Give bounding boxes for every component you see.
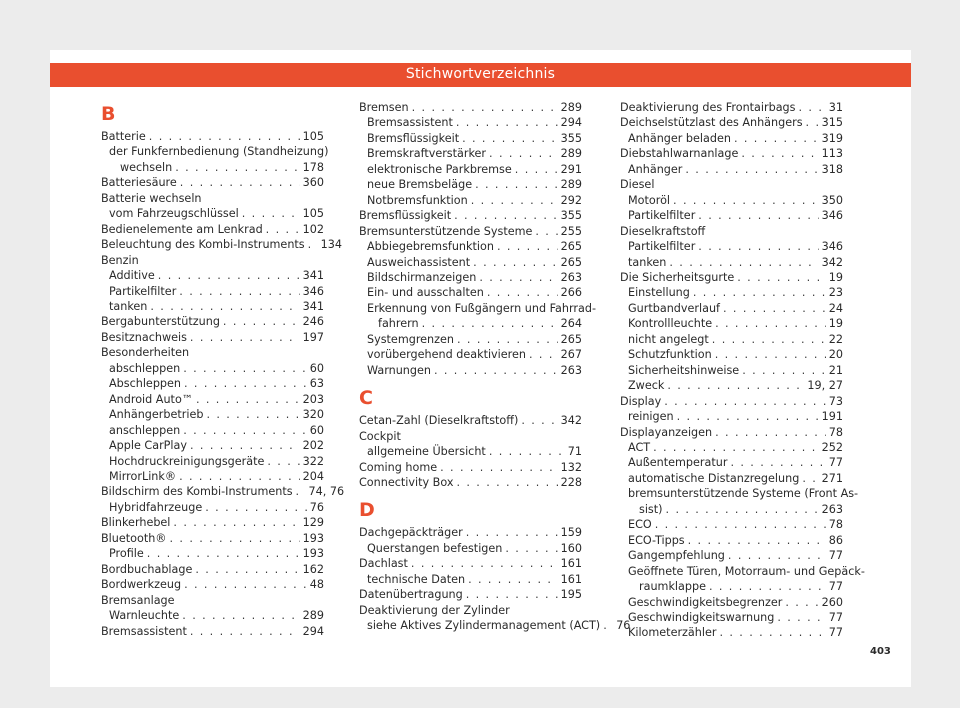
index-entry: Bordbuchablage . . . 162 [101, 562, 324, 577]
index-entry: Batteriesäure . . . 360 [101, 175, 324, 190]
index-entry: Ein- und ausschalten . . . 266 [359, 285, 582, 300]
index-entry: Deaktivierung der Zylinder [359, 603, 510, 617]
index-entry: Motoröl . . . 350 [620, 193, 843, 208]
index-entry: fahrern . . . 264 [359, 316, 582, 331]
index-entry: Anhänger beladen . . . 319 [620, 131, 843, 146]
index-entry: Bildschirmanzeigen . . . 263 [359, 270, 582, 285]
index-entry: reinigen . . . 191 [620, 409, 843, 424]
index-entry: Diebstahlwarnanlage . . . 113 [620, 146, 843, 161]
index-entry: Abschleppen . . . 63 [101, 376, 324, 391]
index-entry: Erkennung von Fußgängern und Fahrrad- [367, 301, 596, 315]
index-entry: ACT . . . 252 [620, 440, 843, 455]
index-entry: Hochdruckreinigungsgeräte . . . 322 [101, 454, 324, 469]
index-entry: abschleppen . . . 60 [101, 361, 324, 376]
index-entry: Geschwindigkeitsbegrenzer . . . 260 [620, 595, 843, 610]
index-entry: Bremsanlage [101, 593, 175, 607]
page-number: 403 [870, 646, 891, 657]
index-entry: technische Daten . . . 161 [359, 572, 582, 587]
index-entry: Geschwindigkeitswarnung . . . 77 [620, 610, 843, 625]
index-entry: Bremsassistent . . . 294 [101, 624, 324, 639]
index-entry: Außentemperatur . . . 77 [620, 455, 843, 470]
index-entry: ECO-Tipps . . . 86 [620, 533, 843, 548]
index-entry: Profile . . . 193 [101, 546, 324, 561]
index-entry: Bremsflüssigkeit . . . 355 [359, 208, 582, 223]
index-entry: Diesel [620, 178, 655, 192]
index-entry: Kilometerzähler . . . 77 [620, 625, 843, 640]
index-entry: Bildschirm des Kombi-Instruments . . . 74, 76 [101, 484, 324, 499]
index-entry: Bremsassistent . . . 294 [359, 115, 582, 130]
index-entry: ECO . . . 78 [620, 517, 843, 532]
index-entry: Gangempfehlung . . . 77 [620, 548, 843, 563]
index-entry: Display . . . 73 [620, 394, 843, 409]
index-entry: Anhänger . . . 318 [620, 162, 843, 177]
index-entry: tanken . . . 341 [101, 299, 324, 314]
index-entry: Warnungen . . . 263 [359, 363, 582, 378]
index-entry: Zweck . . . 19, 27 [620, 378, 843, 393]
index-entry: Bremsflüssigkeit . . . 355 [359, 131, 582, 146]
index-entry: Querstangen befestigen . . . 160 [359, 541, 582, 556]
index-entry: Apple CarPlay . . . 202 [101, 438, 324, 453]
index-entry: Bergabunterstützung . . . 246 [101, 314, 324, 329]
index-entry: der Funkfernbedienung (Standheizung) [109, 145, 329, 159]
index-entry: Einstellung . . . 23 [620, 285, 843, 300]
index-entry: automatische Distanzregelung . . . 271 [620, 471, 843, 486]
index-entry: Partikelfilter . . . 346 [101, 284, 324, 299]
index-entry: vom Fahrzeugschlüssel . . . 105 [101, 206, 324, 221]
index-entry: Connectivity Box . . . 228 [359, 475, 582, 490]
index-entry: Besonderheiten [101, 346, 190, 360]
index-entry: Kontrollleuchte . . . 19 [620, 316, 843, 331]
index-entry: Anhängerbetrieb . . . 320 [101, 407, 324, 422]
index-entry: Displayanzeigen . . . 78 [620, 425, 843, 440]
index-entry: Hybridfahrzeuge . . . 76 [101, 500, 324, 515]
index-entry: Bedienelemente am Lenkrad . . . 102 [101, 222, 324, 237]
index-entry: Abbiegebremsfunktion . . . 265 [359, 239, 582, 254]
index-entry: Batterie wechseln [101, 191, 202, 205]
index-entry: Blinkerhebel . . . 129 [101, 515, 324, 530]
index-entry: Beleuchtung des Kombi-Instruments . . . 134 [101, 237, 324, 252]
index-entry: tanken . . . 342 [620, 255, 843, 270]
index-entry: sist) . . . 263 [620, 502, 843, 517]
index-entry: elektronische Parkbremse . . . 291 [359, 162, 582, 177]
index-entry: Deichselstützlast des Anhängers . . . 315 [620, 115, 843, 130]
page-title: Stichwortverzeichnis [405, 66, 556, 82]
index-entry: Gurtbandverlauf . . . 24 [620, 301, 843, 316]
section-letter-c: C [359, 387, 373, 410]
index-entry: anschleppen . . . 60 [101, 423, 324, 438]
index-entry: Dachgepäckträger . . . 159 [359, 525, 582, 540]
index-column-3 [620, 100, 865, 641]
index-entry: Bluetooth® . . . 193 [101, 531, 324, 546]
index-entry: Additive . . . 341 [101, 268, 324, 283]
index-entry: Ausweichassistent . . . 265 [359, 255, 582, 270]
index-column-1 [101, 100, 345, 639]
index-entry: siehe Aktives Zylindermanagement (ACT) . . . 76 [359, 618, 582, 633]
index-entry: Cockpit [359, 429, 401, 443]
index-entry: Schutzfunktion . . . 20 [620, 347, 843, 362]
index-entry: wechseln . . . 178 [101, 160, 324, 175]
index-entry: Warnleuchte . . . 289 [101, 608, 324, 623]
index-entry: Besitznachweis . . . 197 [101, 330, 324, 345]
index-entry: raumklappe . . . 77 [620, 579, 843, 594]
index-entry: Bremskraftverstärker . . . 289 [359, 146, 582, 161]
index-entry: Dachlast . . . 161 [359, 556, 582, 571]
index-entry: Deaktivierung des Frontairbags . . . 31 [620, 100, 843, 115]
index-entry: allgemeine Übersicht . . . 71 [359, 444, 582, 459]
index-entry: bremsunterstützende Systeme (Front As- [628, 487, 859, 501]
index-entry: Android Auto™ . . . 203 [101, 392, 324, 407]
index-entry: Benzin [101, 253, 139, 267]
section-header-band [50, 63, 911, 87]
index-entry: Datenübertragung . . . 195 [359, 587, 582, 602]
index-entry: Systemgrenzen . . . 265 [359, 332, 582, 347]
section-letter-b: B [101, 103, 116, 125]
index-entry: neue Bremsbeläge . . . 289 [359, 177, 582, 192]
index-entry: Geöffnete Türen, Motorraum- und Gepäck- [628, 564, 865, 578]
index-entry: Bordwerkzeug . . . 48 [101, 577, 324, 592]
index-entry: Die Sicherheitsgurte . . . 19 [620, 270, 843, 285]
index-entry: MirrorLink® . . . 204 [101, 469, 324, 484]
index-entry: Coming home . . . 132 [359, 460, 582, 475]
index-entry: Batterie . . . 105 [101, 129, 324, 144]
index-entry: Bremsen . . . 289 [359, 100, 582, 115]
index-entry: Partikelfilter . . . 346 [620, 239, 843, 254]
index-entry: nicht angelegt . . . 22 [620, 332, 843, 347]
index-entry: Cetan-Zahl (Dieselkraftstoff) . . . 342 [359, 413, 582, 428]
index-column-2 [359, 100, 631, 634]
section-letter-d: D [359, 499, 375, 522]
index-entry: Sicherheitshinweise . . . 21 [620, 363, 843, 378]
index-entry: Partikelfilter . . . 346 [620, 208, 843, 223]
index-entry: vorübergehend deaktivieren . . . 267 [359, 347, 582, 362]
index-entry: Dieselkraftstoff [620, 224, 706, 238]
index-entry: Notbremsfunktion . . . 292 [359, 193, 582, 208]
index-entry: Bremsunterstützende Systeme . . . 255 [359, 224, 582, 239]
